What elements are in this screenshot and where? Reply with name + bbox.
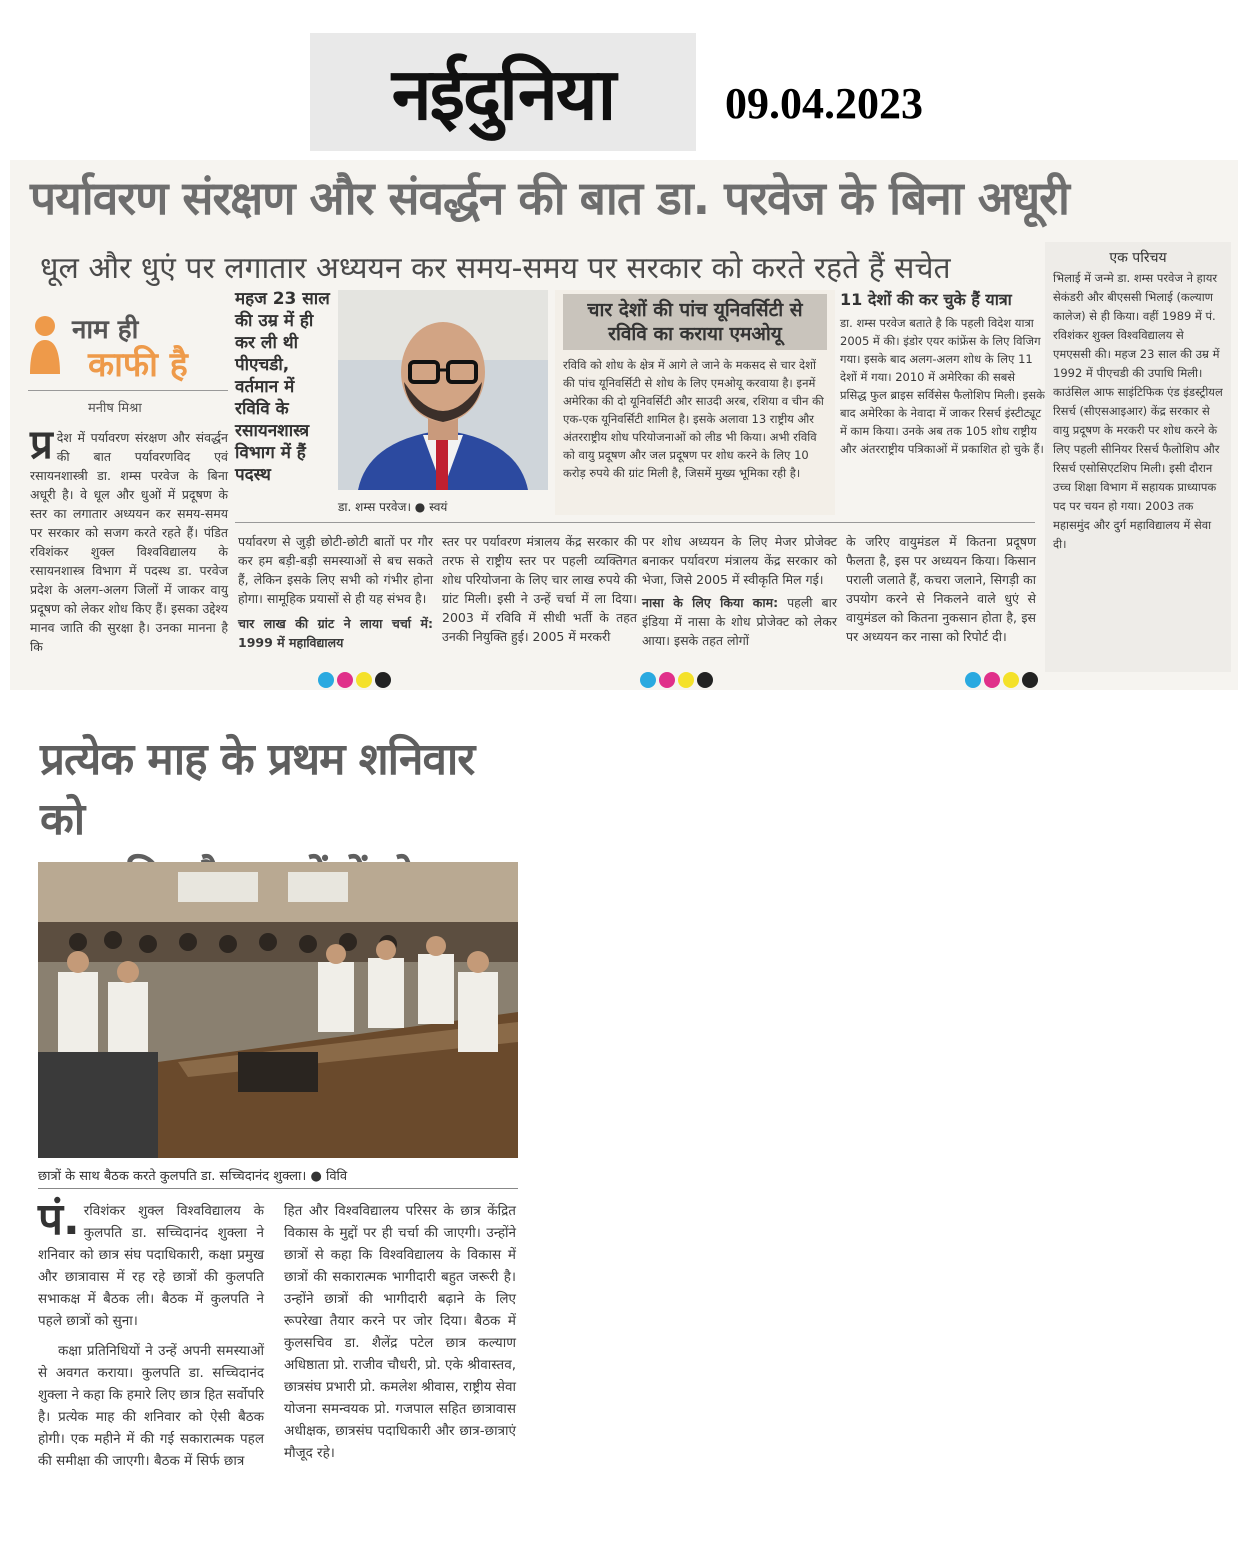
column-subhead: नासा के लिए किया काम: [642, 595, 779, 610]
portrait-caption: डा. शम्स परवेज। ● स्वयं [338, 500, 448, 514]
yatra-box-body: डा. शम्स परवेज बताते है कि पहली विदेश यात्रा 2005 में की। इंडोर एयर कांफ्रेंस के लिए विजिग गया। इसके बाद अलग-अलग शोध के लिए 11 देशों में गया। 2010 में अमेरिका की सबसे प्रसिद्ध फुल ब्राइस सर्विसेस फैलोशिप मिली। इसके बाद अमेरिका के नेवादा में जाकर रिसर्च इंस्टीट्यूट में काम किया। उनके अब तक 105 शोध राष्ट्रीय और अंतरराष्ट्रीय पत्रिकाओं में प्रकाशित हो चुके हैं। [840, 316, 1045, 456]
column-text: पर्यावरण से जुड़ी छोटी-छोटी बातों पर गौर कर हम बड़ी-बड़ी समस्याओं से बच सकते हैं, लेकिन इसके लिए सभी को गंभीर होना होगा। सामूहिक प्रयासों से ही यह संभव है। [238, 534, 433, 606]
publication-date: 09.04.2023 [725, 79, 923, 128]
intro-box-body: भिलाई में जन्मे डा. शम्स परवेज ने हायर सेकंडरी और बीएससी भिलाई (कल्याण कालेज) से ही किया। वहीं 1989 में पं. रविशंकर शुक्ल विश्वविद्यालय से एमएससी की। महज 23 साल की उम्र में 1992 में पीएचडी की उपाधि मिली। काउंसिल आफ साइंटिफिक एंड इंडस्ट्रीयल रिसर्च (सीएसआइआर) केंद्र सरकार से वायु प्रदूषण के मरकरी पर शोध करने के लिए पहली सीनियर रिसर्च फैलोशिप और रिसर्च एसोसिएटशिप मिली। इसी दौरान उच्च शिक्षा विभाग में सहायक प्राध्यापक पद पर चयन हो गया। 2003 तक महासमुंद और दुर्ग महाविद्यालय में सेवा दी। [1053, 271, 1223, 551]
column-text: रविशंकर शुक्ल विश्वविद्यालय के कुलपति डा. सच्चिदानंद शुक्ला ने शनिवार को छात्र संघ पदाधिकारी, कक्षा प्रमुख और छात्रावास में रह रहे छात्रों की कुलपति सभाकक्ष में बैठक ली। बैठक में कुलपति ने पहले छात्रों को सुना। [38, 1203, 264, 1329]
divider [38, 1188, 518, 1189]
article2-headline-line1: प्रत्येक माह के प्रथम शनिवार को [40, 734, 475, 845]
column-text: देश में पर्यावरण संरक्षण और संवर्द्धन की बात पर्यावरणविद एवं रसायनशास्त्री डा. शम्स परवेज के बिना अधूरी है। वे धूल और धुओं में प्रदूषण के स्तर का लगातार अध्ययन कर समय-समय पर सरकार को सजग करते रहते हैं। पंडित रविशंकर शुक्ल विश्वविद्यालय के रसायनशास्त्र विभाग में पदस्थ डा. परवेज प्रदेश के अलग-अलग जिलों में जाकर वायु प्रदूषण को लेकर शोध किए हैं। इसका उद्देश्य मानव जाति की सुरक्षा है। उनका मानना है कि [30, 430, 228, 654]
article-clipping-1 [10, 160, 1238, 690]
byline: मनीष मिश्रा [88, 401, 142, 416]
intro-box [1045, 242, 1231, 672]
column-text: कक्षा प्रतिनिधियों ने उन्हें अपनी समस्याओं से अवगत कराया। कुलपति डा. सच्चिदानंद शुक्ला ने कहा कि हमारे लिए छात्र हित सर्वोपरि है। प्रत्येक माह की शनिवार को ऐसी बैठक होगी। एक महीने में की गई सकारात्मक पहल की समीक्षा की जाएगी। बैठक में सिर्फ छात्र [38, 1343, 264, 1469]
intro-box-title: एक परिचय [1109, 250, 1167, 266]
meeting-photo [38, 862, 518, 1158]
meeting-caption: छात्रों के साथ बैठक करते कुलपति डा. सच्चिदानंद शुक्ला। ● विवि [38, 1169, 348, 1184]
badge-line1: नाम ही [72, 315, 139, 345]
article1-column-2 [238, 532, 433, 652]
article2-column-1 [38, 1194, 264, 1472]
portrait-photo [338, 290, 548, 490]
registration-marks [318, 672, 391, 688]
article1-column-1 [30, 422, 228, 656]
article1-column-4 [642, 532, 837, 650]
dropcap: प्र [30, 422, 53, 468]
naam-hi-kaafi-hai-badge [28, 302, 228, 384]
registration-marks [965, 672, 1038, 688]
article1-headline: पर्यावरण संरक्षण और संवर्द्धन की बात डा. परवेज के बिना अधूरी [30, 171, 1069, 225]
yatra-box [840, 288, 1045, 458]
column-text: स्तर पर पर्यावरण मंत्रालय केंद्र सरकार की तरफ से राष्ट्रीय स्तर पर पहली व्यक्तिगत शोध परियोजना के लिए चार लाख रुपये की ग्रांट मिली। इसी ने उन्हें चर्चा में ला दिया। 2003 में रविवि में सीधी भर्ती के तहत उनकी नियुक्ति हुई। 2005 में मरकरी [442, 534, 637, 644]
pull-quote: महज 23 साल की उम्र में ही कर ली थी पीएचडी, वर्तमान में रविवि के रसायनशास्त्र विभाग में हैं पदस्थ [235, 289, 330, 485]
column-text: पर शोध अध्ययन के लिए मेजर प्रोजेक्ट बनाकर पर्यावरण मंत्रालय केंद्र सरकार को भेजा, जिसे 2005 में स्वीकृति मिल गई। [642, 534, 837, 587]
mou-box-body: रविवि को शोध के क्षेत्र में आगे ले जाने के मकसद से चार देशों की पांच यूनिवर्सिटी से शोध के लिए एमओयू करवाया है। इनमें अमेरिका की दो यूनिवर्सिटी और साउदी अरब, रशिया व चीन की एक-एक यूनिवर्सिटी शामिल है। इसके अलावा 13 राष्ट्रीय और अंतरराष्ट्रीय शोध परियोजनाओं को लीड भी किया। अभी रविवि को वायु प्रदूषण और जल प्रदूषण पर शोध करने के लिए 10 करोड़ रुपये की ग्रांट मिली है, जिसमें मुख्य भूमिका रही है। [563, 358, 824, 480]
yatra-box-title: 11 देशों की कर चुके हैं यात्रा [840, 290, 1012, 309]
mou-box [555, 290, 835, 515]
article2-column-2 [284, 1200, 516, 1464]
badge-line2: काफी है [88, 345, 188, 385]
article1-column-3 [442, 532, 637, 646]
column-text: के जरिए वायुमंडल में कितना प्रदूषण फैलता है, इस पर अध्ययन किया। किसान पराली जलाते हैं, कचरा जलाने, सिगड़ी का उपयोग करने से निकलने वाले धुएं से वायुमंडल को कितना नुकसान होता है, इस पर अध्ययन कर नासा को रिपोर्ट दी। [846, 534, 1036, 644]
registration-marks [640, 672, 713, 688]
masthead [310, 33, 696, 151]
column-text: पहली बार इंडिया में नासा के शोध प्रोजेक्ट को लेकर आया। इसके तहत लोगों [642, 595, 837, 648]
article1-subhead: धूल और धुएं पर लगातार अध्ययन कर समय-समय पर सरकार को करते रहते हैं सचेत [40, 251, 951, 286]
meeting-illustration [38, 862, 518, 1158]
divider [28, 390, 228, 391]
column-subhead: चार लाख की ग्रांट ने लाया चर्चा में: 1999 में महाविद्यालय [238, 616, 433, 650]
divider [235, 522, 1035, 523]
article1-column-5 [846, 532, 1036, 646]
dropcap: पं. [38, 1194, 80, 1245]
portrait-illustration [338, 290, 548, 490]
newspaper-logo: नईदुनिया [391, 52, 615, 136]
person-icon [28, 314, 62, 374]
mou-box-title: चार देशों की पांच यूनिवर्सिटी से रविवि का कराया एमओयू [563, 294, 827, 350]
column-text: हित और विश्वविद्यालय परिसर के छात्र केंद्रित विकास के मुद्दों पर ही चर्चा की जाएगी। उन्होंने छात्रों से कहा कि विश्वविद्यालय के विकास में छात्रों की सकारात्मक भागीदारी बहुत जरूरी है। उन्होंने छात्रों की भागीदारी बढ़ाने के लिए रूपरेखा तैयार करने पर जोर दिया। बैठक में कुलसचिव डा. शैलेंद्र पटेल छात्र कल्याण अधिष्ठाता प्रो. राजीव चौधरी, प्रो. एके श्रीवास्तव, छात्रसंघ प्रभारी प्रो. कमलेश श्रीवास, राष्ट्रीय सेवा योजना समन्वयक प्रो. गजपाल सहित छात्रावास अधीक्षक, छात्रसंघ पदाधिकारी और छात्र-छात्राएं मौजूद रहे। [284, 1203, 516, 1461]
